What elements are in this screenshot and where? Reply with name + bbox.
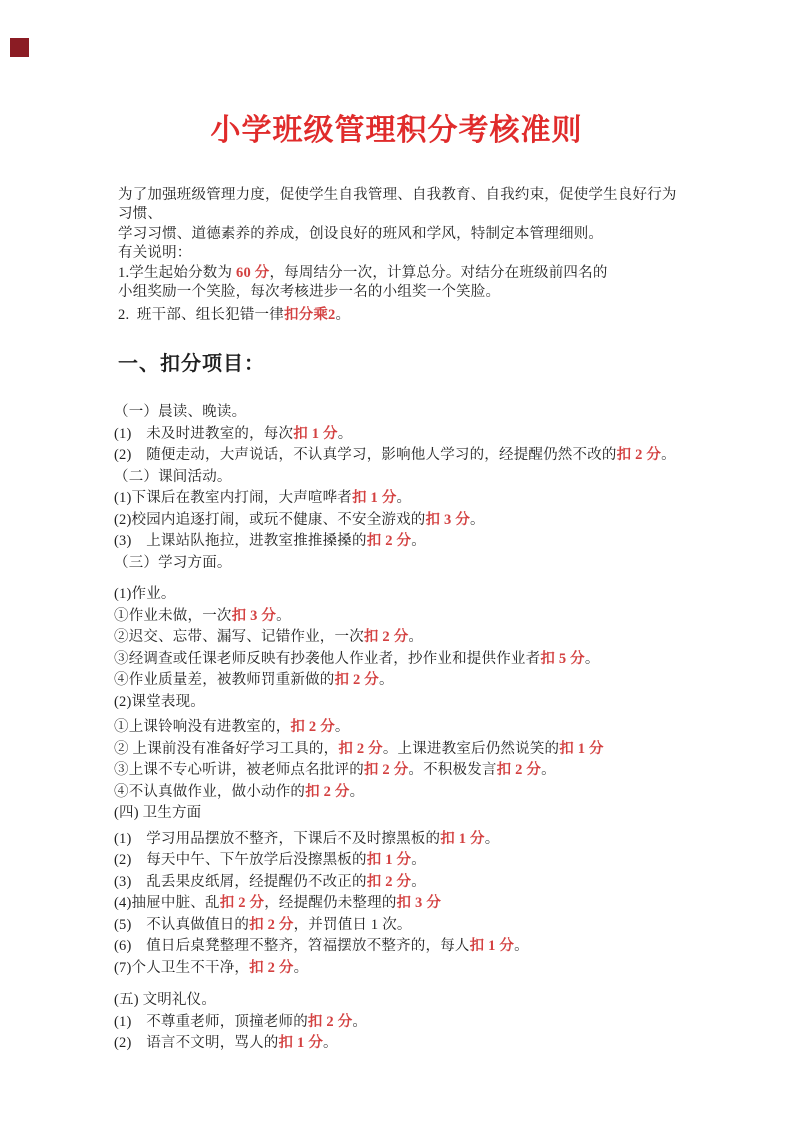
text-segment: (1)作业。 bbox=[114, 586, 176, 602]
text-line bbox=[114, 649, 714, 671]
text-line bbox=[114, 510, 714, 532]
text-line bbox=[118, 283, 683, 302]
text-segment: (3) 上课站队拖拉，进教室推推搡搡的 bbox=[114, 533, 367, 549]
text-line bbox=[114, 936, 714, 958]
text-segment: 。 bbox=[661, 447, 676, 463]
text-line bbox=[114, 872, 714, 894]
deduction-value: 扣分乘2 bbox=[283, 307, 336, 324]
text-segment: 有关说明： bbox=[118, 245, 192, 262]
text-line bbox=[118, 225, 683, 244]
text-segment: 。 bbox=[396, 490, 412, 506]
text-line bbox=[118, 244, 683, 263]
text-segment: ② 上课前没有准备好学习工具的， bbox=[114, 740, 339, 757]
text-segment: 。 bbox=[334, 719, 350, 735]
text-segment: 。 bbox=[411, 852, 426, 868]
text-segment: ，并罚值日 1 次。 bbox=[293, 916, 412, 933]
deduction-value: 扣 2 分 bbox=[363, 762, 409, 778]
text-line bbox=[114, 445, 714, 467]
text-line bbox=[114, 915, 714, 937]
deduction-value: 扣 2 分 bbox=[366, 533, 412, 549]
deduction-value: 扣 2 分 bbox=[307, 1013, 353, 1030]
deduction-value: 扣 1 分 bbox=[440, 830, 485, 847]
text-segment: 。 bbox=[349, 783, 365, 800]
document-title: 小学班级管理积分考核准则 bbox=[210, 114, 583, 147]
text-line bbox=[114, 958, 714, 980]
deduction-value: 扣 1 分 bbox=[559, 740, 604, 757]
text-segment: （三）学习方面。 bbox=[114, 554, 232, 571]
text-line bbox=[114, 606, 714, 628]
text-segment: ④不认真做作业，做小动作的 bbox=[114, 783, 306, 800]
text-segment: (2)课堂表现。 bbox=[114, 693, 206, 710]
text-segment: ③经调查或任课老师反映有抄袭他人作业者，抄作业和提供作业者 bbox=[114, 650, 541, 667]
text-line bbox=[114, 760, 714, 782]
text-segment: (3) 乱丢果皮纸屑，经提醒仍不改正的 bbox=[114, 873, 367, 890]
text-segment: 。 bbox=[411, 533, 426, 549]
text-segment: 。 bbox=[352, 1013, 368, 1030]
deduction-value: 扣 2 分 bbox=[290, 719, 335, 735]
deduction-value: 扣 1 分 bbox=[469, 938, 515, 954]
text-line bbox=[114, 850, 714, 872]
intro-block bbox=[118, 186, 683, 326]
rules-list bbox=[114, 402, 714, 1055]
text-line bbox=[114, 893, 714, 915]
text-segment: （二）课间活动。 bbox=[114, 468, 232, 485]
deduction-value: 扣 1 分 bbox=[293, 425, 338, 442]
text-segment: 。 bbox=[323, 1035, 338, 1051]
text-segment: 。 bbox=[337, 425, 353, 442]
text-line bbox=[114, 782, 714, 804]
section-heading: 一、扣分项目： bbox=[118, 353, 265, 375]
deduction-value: 扣 2 分 bbox=[249, 959, 294, 976]
text-line bbox=[114, 1033, 714, 1055]
text-segment: ②迟交、忘带、漏写、记错作业，一次 bbox=[114, 629, 364, 645]
text-segment: (2) 每天中午、下午放学后没擦黑板的 bbox=[114, 852, 367, 868]
deduction-value: 扣 3 分 bbox=[425, 511, 471, 528]
corner-mark bbox=[10, 38, 29, 57]
text-segment: 。 bbox=[484, 830, 500, 847]
deduction-value: 扣 3 分 bbox=[231, 607, 277, 624]
text-line bbox=[118, 264, 683, 283]
deduction-value: 扣 2 分 bbox=[305, 783, 350, 800]
text-segment: ①上课铃响没有进教室的， bbox=[114, 719, 291, 735]
text-segment: （一）晨读、晚读。 bbox=[114, 404, 247, 420]
text-segment: 小组奖励一个笑脸，每次考核进步一名的小组奖一个笑脸。 bbox=[118, 284, 501, 301]
text-segment: ，每周结分一次，计算总分。对结分在班级前四名的 bbox=[269, 264, 608, 281]
deduction-value: 扣 2 分 bbox=[496, 762, 542, 778]
deduction-value: 扣 2 分 bbox=[219, 895, 265, 911]
text-segment: 。不积极发言 bbox=[408, 762, 497, 778]
text-segment: (7)个人卫生不干净， bbox=[114, 959, 250, 976]
deduction-value: 扣 3 分 bbox=[396, 895, 442, 911]
text-segment: 。 bbox=[514, 938, 529, 954]
text-line bbox=[114, 670, 714, 692]
text-segment: 。上课进教室后仍然说笑的 bbox=[382, 740, 560, 757]
text-segment: (1) 学习用品摆放不整齐，下课后不及时擦黑板的 bbox=[114, 830, 441, 847]
text-segment: 。 bbox=[584, 650, 600, 667]
text-line bbox=[114, 467, 714, 489]
deduction-value: 扣 2 分 bbox=[363, 629, 409, 645]
text-segment: 为了加强班级管理力度，促使学生自我管理、自我教育、自我约束，促使学生良好行为习惯、 bbox=[118, 187, 677, 223]
text-segment: ，经提醒仍未整理的 bbox=[264, 895, 397, 911]
text-line bbox=[114, 717, 714, 739]
deduction-value: 扣 2 分 bbox=[249, 916, 294, 933]
text-segment: (五) 文明礼仪。 bbox=[114, 992, 217, 1008]
deduction-value: 扣 2 分 bbox=[366, 873, 412, 890]
text-segment: (6) 值日后桌凳整理不整齐，笤福摆放不整齐的，每人 bbox=[114, 938, 470, 954]
text-line bbox=[114, 739, 714, 761]
text-segment: 。 bbox=[293, 959, 309, 976]
text-segment: 。 bbox=[335, 307, 351, 324]
text-line bbox=[118, 186, 683, 225]
text-line bbox=[118, 306, 683, 325]
text-segment: (2) 随便走动，大声说话，不认真学习，影响他人学习的，经提醒仍然不改的 bbox=[114, 447, 617, 463]
text-segment: (2)校园内追逐打闹，或玩不健康、不安全游戏的 bbox=[114, 511, 426, 528]
text-segment: (5) 不认真做值日的 bbox=[114, 916, 250, 933]
text-segment: 。 bbox=[408, 629, 424, 645]
text-line bbox=[114, 424, 714, 446]
text-line bbox=[114, 531, 714, 553]
text-line bbox=[114, 488, 714, 510]
text-line bbox=[114, 584, 714, 606]
deduction-value: 扣 2 分 bbox=[338, 740, 383, 757]
text-segment: 学习习惯、道德素养的养成，创设良好的班风和学风，特制定本管理细则。 bbox=[118, 225, 604, 242]
text-segment: (四) 卫生方面 bbox=[114, 805, 202, 821]
text-segment: 。 bbox=[276, 607, 291, 624]
text-line bbox=[114, 990, 714, 1012]
text-segment: (1) 不尊重老师，顶撞老师的 bbox=[114, 1013, 308, 1030]
text-segment: ③上课不专心听讲，被老师点名批评的 bbox=[114, 762, 364, 778]
text-line bbox=[114, 692, 714, 714]
text-line bbox=[114, 803, 714, 825]
text-segment: (1) 未及时进教室的，每次 bbox=[114, 425, 294, 442]
text-line bbox=[114, 553, 714, 575]
deduction-value: 扣 1 分 bbox=[352, 490, 397, 506]
text-segment: 。 bbox=[411, 873, 426, 890]
deduction-value: 扣 1 分 bbox=[366, 852, 412, 868]
deduction-value: 扣 2 分 bbox=[334, 672, 379, 688]
deduction-value: 扣 5 分 bbox=[540, 650, 585, 667]
text-segment: 。 bbox=[379, 672, 394, 688]
text-line bbox=[114, 829, 714, 851]
text-segment: ④作业质量差，被教师罚重新做的 bbox=[114, 672, 335, 688]
text-line bbox=[114, 1012, 714, 1034]
deduction-value: 扣 1 分 bbox=[278, 1035, 324, 1051]
text-segment: ①作业未做，一次 bbox=[114, 607, 232, 624]
text-line bbox=[114, 627, 714, 649]
text-segment: 1.学生起始分数为 bbox=[118, 264, 236, 281]
deduction-value: 60 分 bbox=[236, 264, 270, 281]
text-segment: (4)抽屉中脏、乱 bbox=[114, 895, 220, 911]
text-line bbox=[114, 402, 714, 424]
text-segment: (1)下课后在教室内打闹，大声喧哗者 bbox=[114, 490, 353, 506]
text-segment: (2) 语言不文明，骂人的 bbox=[114, 1035, 279, 1051]
text-segment: 。 bbox=[541, 762, 556, 778]
text-segment: 2. 班干部、组长犯错一律 bbox=[118, 307, 284, 324]
text-segment: 。 bbox=[470, 511, 485, 528]
deduction-value: 扣 2 分 bbox=[616, 447, 662, 463]
